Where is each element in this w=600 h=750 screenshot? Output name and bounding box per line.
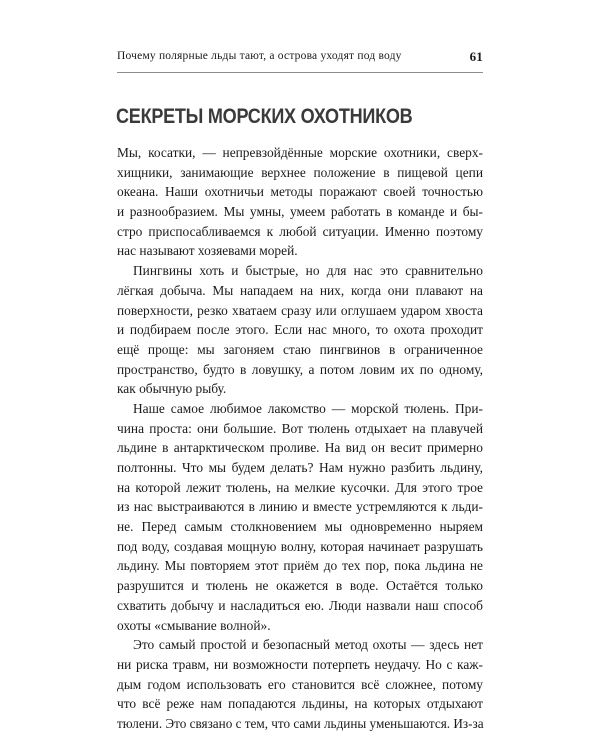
text-line: стро приспосабливаемся к любой ситуации. Именно поэтому [117,223,483,239]
text-line: нас называют хозяевами морей. [117,243,298,259]
text-line: и подбираем после этого. Если нас много, то охота проходит [117,322,483,338]
text-line: хищники, занимающие верхнее положение в пищевой цепи [117,164,483,180]
text-line: чина проста: они большие. Вот тюлень отдыхает на плавучей [117,420,483,436]
text-line: охоты «смывание волной». [117,617,271,633]
text-line: не. Перед самым столкновением мы одновременно ныряем [117,519,483,535]
text-line: льдину. Мы повторяем этот приём до тех пор, пока льдина не [117,558,483,574]
text-line: полтонны. Что мы будем делать? Нам нужно разбить льдину, [117,460,483,475]
text-line: поверхности, резко хватаем сразу или оглушаем ударом хвоста [117,302,483,318]
text-line: тюлени. Это связано с тем, что сами льдины уменьшаются. Из-за [117,715,484,731]
text-line: Это самый простой и безопасный метод охоты — здесь нет [133,637,483,653]
text-line: дым годом использовать его становится всё сложнее, потому [117,676,483,692]
body-text [117,143,483,734]
text-line: схватить добычу и насладиться ею. Люди назвали наш способ [117,597,483,613]
text-line: Мы, косатки, — непревзойдённые морские охотники, сверх- [117,145,483,160]
text-line: Пингвины хоть и быстрые, но для нас это сравнительно [133,263,483,279]
text-line: как обычную рыбу. [117,381,227,397]
paragraph [117,261,483,399]
text-line: ни риска травм, ни возможности потерпеть неудачу. Но с каж- [117,656,483,672]
text-line: пространство, будто в ловушку, а потом ловим их по одному, [117,361,483,377]
paragraph [117,635,483,733]
text-line: на которой лежит тюлень, на мелкие кусочки. Для этого трое [117,479,483,495]
text-line: из нас выстраиваются в линию и вместе устремляются к льди- [117,499,483,515]
text-line: Наше самое любимое лакомство — морской тюлень. При- [133,400,483,416]
text-line: океана. Наши охотничьи методы поражают своей точностью [117,184,483,200]
page-number: 61 [469,49,483,64]
text-line: лёгкая добыча. Мы нападаем на них, когда они плавают на [117,282,483,298]
running-title: Почему полярные льды тают, а острова уходят под воду [117,50,402,62]
text-line: ещё проще: мы загоняем стаю пингвинов в ограниченное [117,341,483,357]
section-heading: СЕКРЕТЫ МОРСКИХ ОХОТНИКОВ [116,105,413,128]
text-line: льдине в антарктическом проливе. На вид он весит примерно [117,440,483,456]
text-line: и разнообразием. Мы умны, умеем работать в команде и бы- [117,204,483,220]
paragraph [117,143,483,261]
text-line: под воду, создавая мощную волну, которая начинает разрушать [117,538,483,554]
header-rule [117,72,483,73]
text-line: разрушится и тюлень не окажется в воде. Остаётся только [117,578,483,594]
paragraph [117,399,483,635]
text-line: что всё реже нам попадаются льдины, на которых отдыхают [117,696,483,712]
